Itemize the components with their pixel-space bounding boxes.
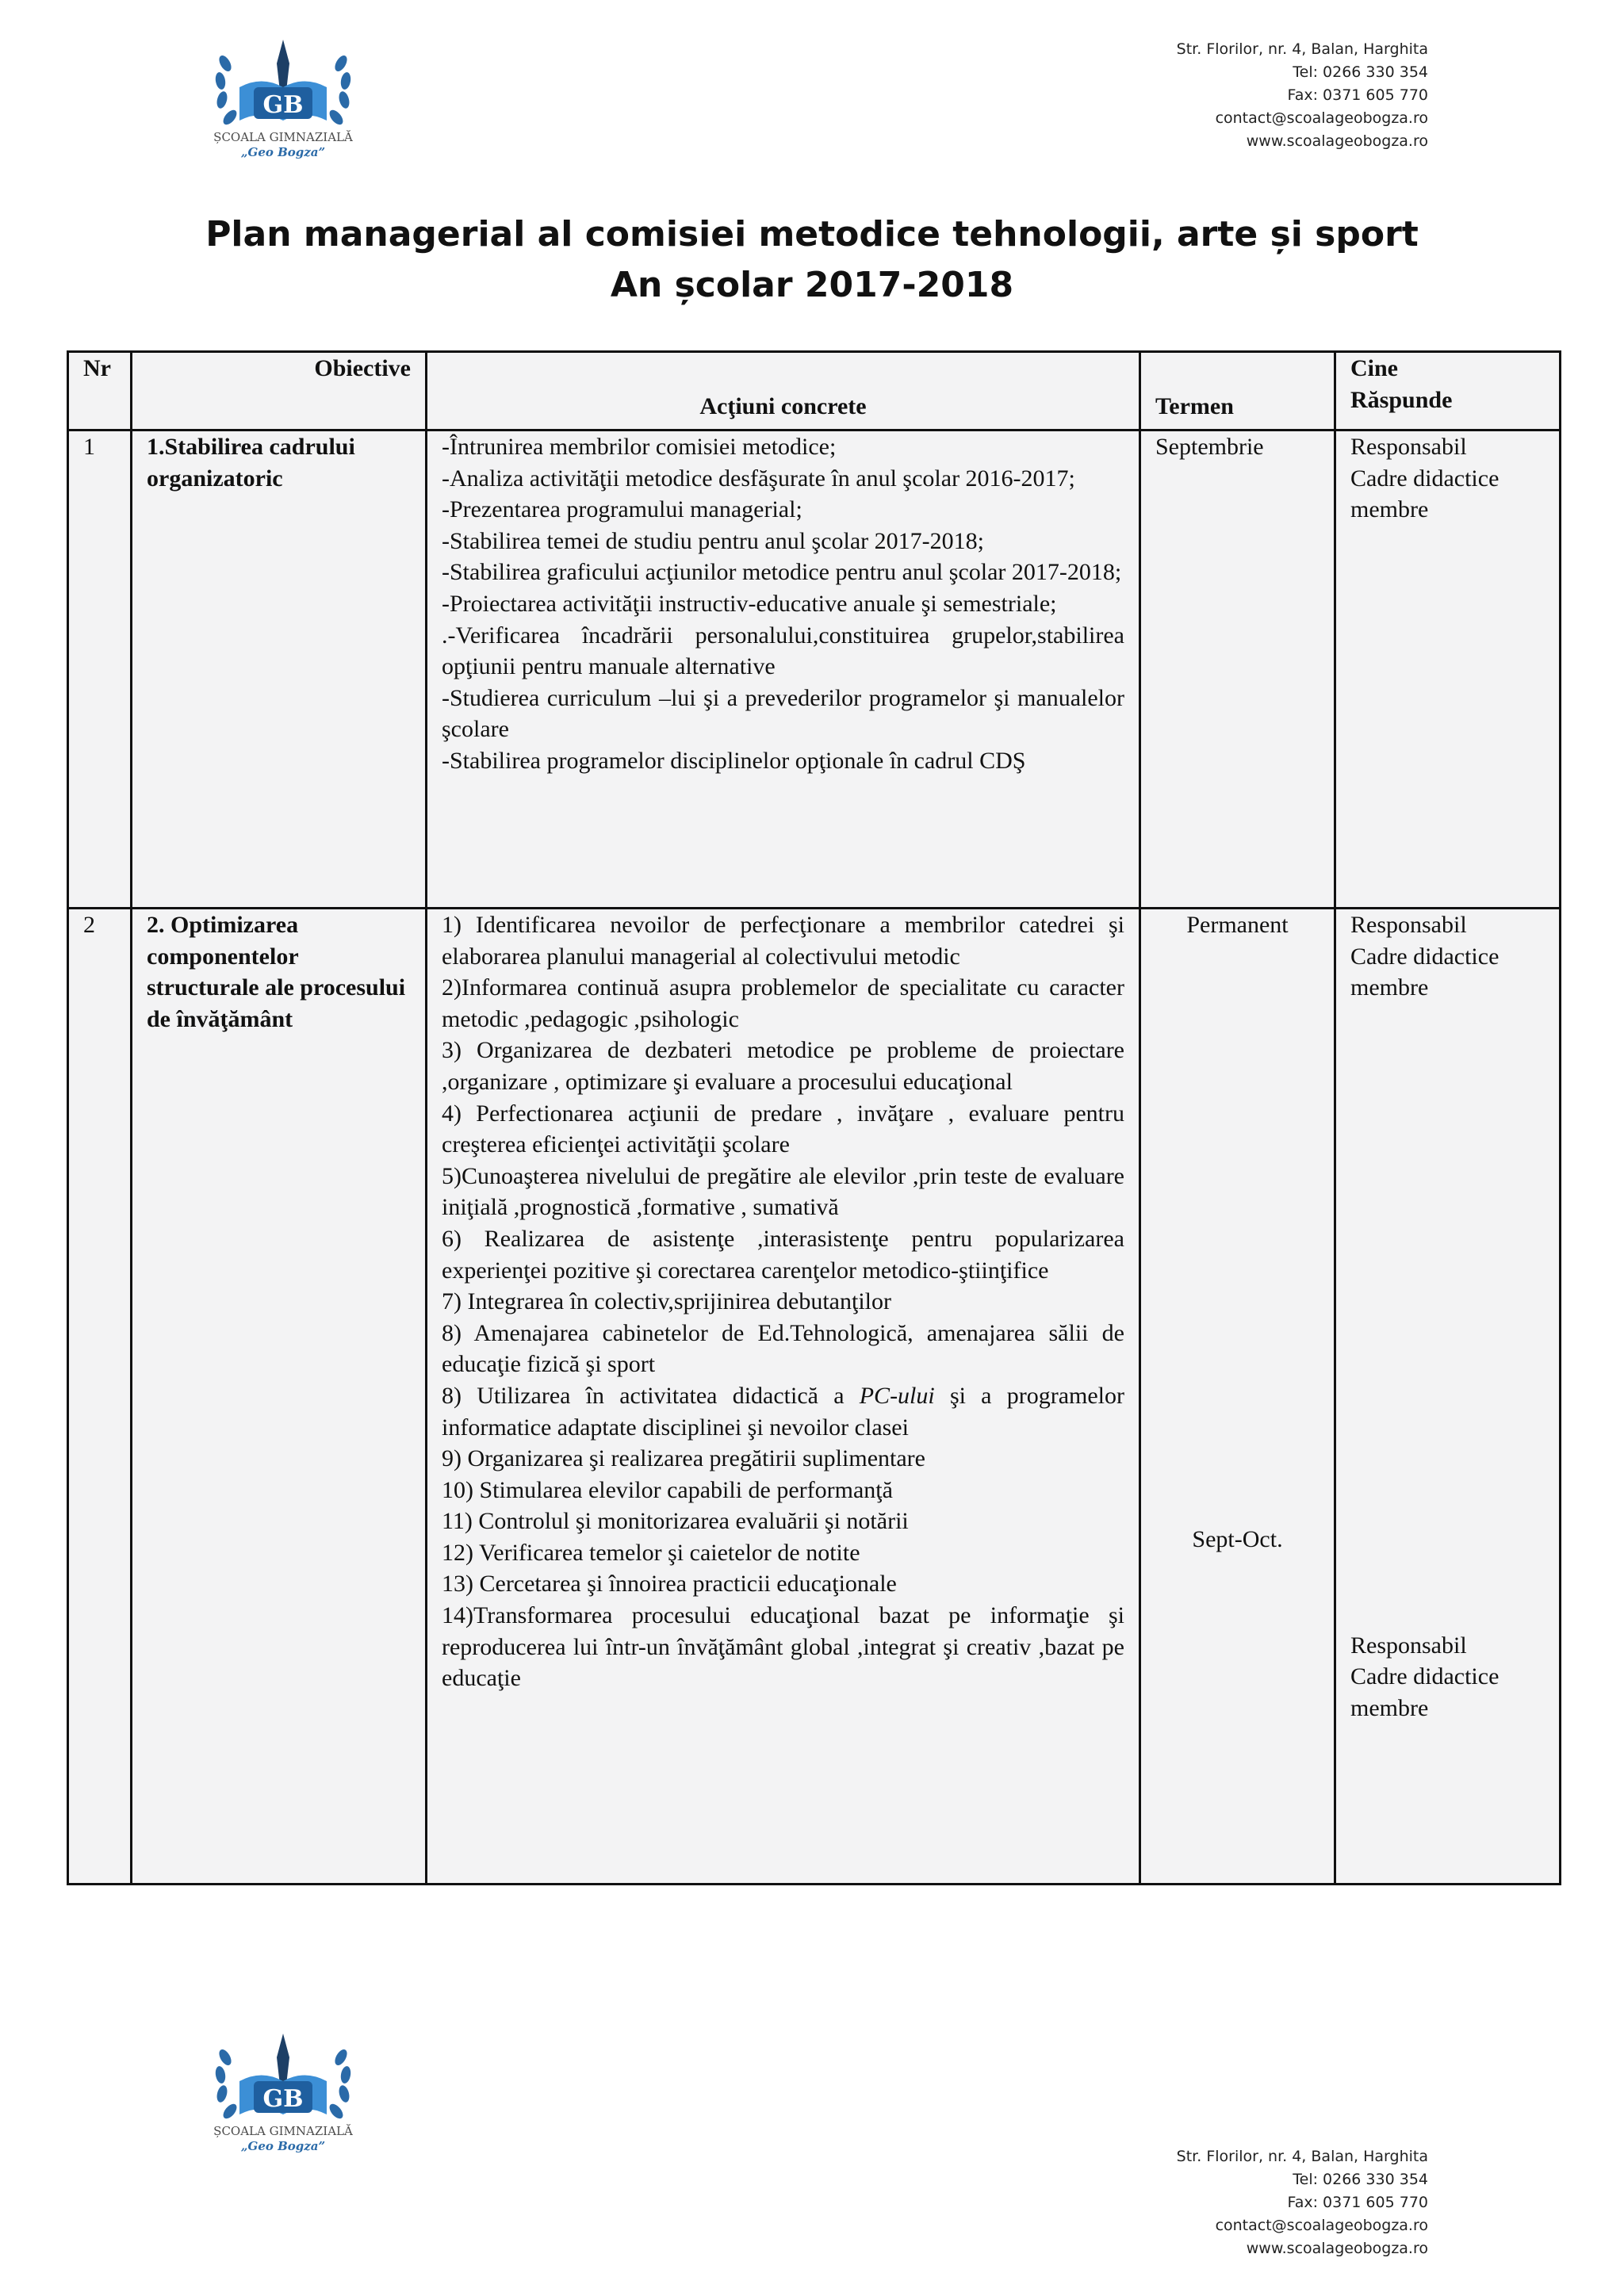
action-item: .-Verificarea încadrării personalului,constituirea grupelor,stabilirea opţiunii pentru manuale alternative — [442, 622, 1124, 680]
action-item: 10) Stimularea elevilor capabili de performanţă — [442, 1476, 893, 1503]
action-item: 11) Controlul şi monitorizarea evaluării şi notării — [442, 1508, 909, 1535]
logo-school-subtitle: „Geo Bogza” — [240, 2139, 326, 2153]
responsible-line: Cadre didactice — [1350, 1663, 1500, 1690]
contact-fax: Fax: 0371 605 770 — [1287, 2194, 1428, 2211]
table-header-row — [68, 352, 1561, 430]
term-line: Permanent — [1186, 912, 1289, 938]
table-row — [68, 430, 1561, 909]
header-obiective: Obiective — [132, 352, 427, 430]
contact-address: Str. Florilor, nr. 4, Balan, Harghita — [1176, 2148, 1428, 2165]
action-text: şi a programelor informatice adaptate disciplinei şi nevoilor clasei — [442, 1382, 1124, 1441]
header-raspunde: Răspunde — [1350, 386, 1453, 413]
table-row — [68, 909, 1561, 1885]
action-item — [442, 1380, 1124, 1443]
action-item: 2)Informarea continuă asupra problemelor de specialitate cu caracter metodic ,pedagogic ,psihologic — [442, 974, 1124, 1032]
responsible-line: membre — [1350, 496, 1429, 523]
header-actiuni: Acţiuni concrete — [427, 352, 1140, 430]
responsible-line: membre — [1350, 1694, 1429, 1721]
responsible-line: Cadre didactice — [1350, 943, 1500, 970]
school-logo-footer — [208, 2026, 358, 2156]
document-title: Plan managerial al comisiei metodice tehnologii, arte și sport — [205, 214, 1419, 254]
logo-school-name: ȘCOALA GIMNAZIALĂ — [213, 130, 353, 144]
action-item: 6) Realizarea de asistenţe ,interasistenţe pentru popularizarea experienţei pozitive şi corectarea carenţelor metodico-ştiinţifice — [442, 1225, 1124, 1284]
responsible-line: Responsabil — [1350, 912, 1467, 938]
header-cine: Cine — [1350, 355, 1398, 381]
row-responsible — [1335, 909, 1561, 1885]
action-item: -Stabilirea temei de studiu pentru anul şcolar 2017-2018; — [442, 527, 984, 554]
contact-website: www.scoalageobogza.ro — [1246, 2240, 1428, 2257]
action-item: -Analiza activităţii metodice desfăşurate în anul şcolar 2016-2017; — [442, 465, 1075, 492]
action-item: -Proiectarea activităţii instructiv-educative anuale şi semestriale; — [442, 590, 1057, 617]
contact-email: contact@scoalageobogza.ro — [1215, 2217, 1428, 2234]
contact-website: www.scoalageobogza.ro — [1246, 132, 1428, 150]
responsible-line: membre — [1350, 974, 1429, 1001]
logo-initials: GB — [262, 2085, 304, 2113]
responsible-line: Cadre didactice — [1350, 465, 1500, 492]
header-nr: Nr — [68, 352, 132, 430]
action-item: 4) Perfectionarea acţiunii de predare , invăţare , evaluare pentru creşterea eficienţei activităţii şcolare — [442, 1100, 1124, 1158]
row-objective: 1.Stabilirea cadrului organizatoric — [132, 430, 427, 909]
action-item: -Stabilirea graficului acţiunilor metodice pentru anul şcolar 2017-2018; — [442, 559, 1122, 586]
action-item: 1) Identificarea nevoilor de perfecţionare a membrilor catedrei şi elaborarea planului managerial al colectivului metodic — [442, 912, 1124, 970]
responsible-line: Responsabil — [1350, 1632, 1467, 1659]
document-subtitle: An școlar 2017-2018 — [610, 265, 1014, 305]
logo-initials: GB — [262, 91, 304, 119]
responsible-line: Responsabil — [1350, 434, 1467, 460]
action-item: -Întrunirea membrilor comisiei metodice; — [442, 434, 837, 460]
action-item: -Stabilirea programelor disciplinelor opţionale în cadrul CDŞ — [442, 747, 1026, 774]
logo-school-name: ȘCOALA GIMNAZIALĂ — [213, 2124, 353, 2138]
plan-table — [67, 350, 1561, 1885]
responsible-group — [1350, 1630, 1545, 1724]
action-item: 8) Amenajarea cabinetelor de Ed.Tehnologică, amenajarea sălii de educaţie fizică şi sport — [442, 1319, 1124, 1378]
row-nr: 2 — [68, 909, 132, 1885]
header-cine-raspunde — [1335, 352, 1561, 430]
row-nr: 1 — [68, 430, 132, 909]
row-objective: 2. Optimizarea componentelor structurale ale procesului de învăţământ — [132, 909, 427, 1885]
action-item: 13) Cercetarea şi înnoirea practicii educaţionale — [442, 1571, 897, 1598]
action-item: 7) Integrarea în colectiv,sprijinirea debutanţilor — [442, 1288, 891, 1315]
row-actions — [427, 430, 1140, 909]
action-text: 8) Utilizarea în activitatea didactică a — [442, 1382, 860, 1409]
action-item: 3) Organizarea de dezbateri metodice pe probleme de proiectare ,organizare , optimizare şi evaluare a procesului educaţional — [442, 1037, 1124, 1095]
contact-block — [1095, 38, 1428, 153]
row-actions — [427, 909, 1140, 1885]
action-italic-text: PC-ului — [859, 1382, 935, 1409]
row-term: Septembrie — [1140, 430, 1335, 909]
row-responsible — [1335, 430, 1561, 909]
contact-address: Str. Florilor, nr. 4, Balan, Harghita — [1176, 40, 1428, 58]
action-item: 14)Transformarea procesului educaţional bazat pe informaţie şi reproducerea lui într-un învăţământ global ,integrat şi creativ ,bazat pe educaţie — [442, 1602, 1124, 1692]
term-line: Sept-Oct. — [1192, 1525, 1283, 1552]
contact-email: contact@scoalageobogza.ro — [1215, 109, 1428, 127]
contact-block-footer — [1095, 2145, 1428, 2260]
contact-fax: Fax: 0371 605 770 — [1287, 86, 1428, 104]
row-term — [1140, 909, 1335, 1885]
action-item: 12) Verificarea temelor şi caietelor de notite — [442, 1539, 860, 1566]
contact-phone: Tel: 0266 330 354 — [1293, 2171, 1428, 2188]
contact-phone: Tel: 0266 330 354 — [1293, 63, 1428, 81]
school-logo — [208, 32, 358, 163]
action-item: -Prezentarea programului managerial; — [442, 496, 802, 523]
action-item: -Studierea curriculum –lui şi a prevederilor programelor şi manualelor şcolare — [442, 684, 1124, 743]
logo-school-subtitle: „Geo Bogza” — [240, 145, 326, 159]
action-item: 9) Organizarea şi realizarea pregătirii suplimentare — [442, 1445, 925, 1472]
action-item: 5)Cunoaşterea nivelului de pregătire ale elevilor ,prin teste de evaluare iniţială ,prognostică ,formative , sumativă — [442, 1162, 1124, 1221]
header-termen: Termen — [1140, 352, 1335, 430]
